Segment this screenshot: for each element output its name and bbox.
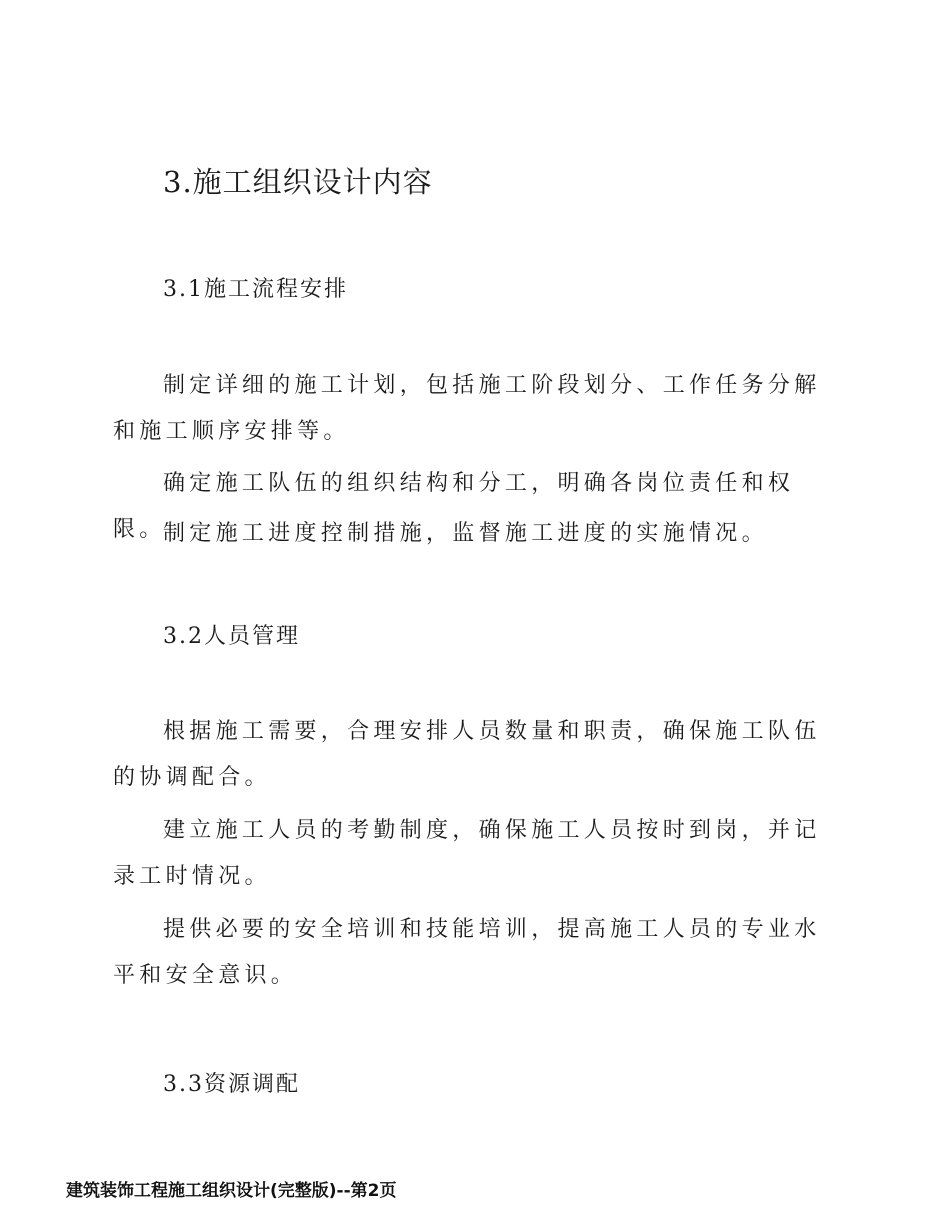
subsection-heading-3-3: 3.3资源调配 [163, 1072, 300, 1097]
subsection-heading-3-1: 3.1施工流程安排 [163, 277, 348, 302]
paragraph: 提供必要的安全培训和技能培训，提高施工人员的专业水平和安全意识。 [113, 917, 821, 988]
paragraph: 确定施工队伍的组织结构和分工，明确各岗位责任和权限。 [113, 471, 795, 542]
paragraph: 根据施工需要，合理安排人员数量和职责，确保施工队伍的协调配合。 [113, 719, 821, 790]
subsection-heading-3-2: 3.2人员管理 [163, 624, 300, 649]
paragraph: 制定详细的施工计划，包括施工阶段划分、工作任务分解和施工顺序安排等。 [113, 373, 821, 444]
paragraph: 建立施工人员的考勤制度，确保施工人员按时到岗，并记录工时情况。 [113, 818, 821, 889]
paragraph: 制定施工进度控制措施，监督施工进度的实施情况。 [163, 521, 768, 546]
section-title: 3.施工组织设计内容 [163, 165, 433, 199]
page-footer: 建筑装饰工程施工组织设计(完整版)--第2页 [66, 1181, 397, 1201]
